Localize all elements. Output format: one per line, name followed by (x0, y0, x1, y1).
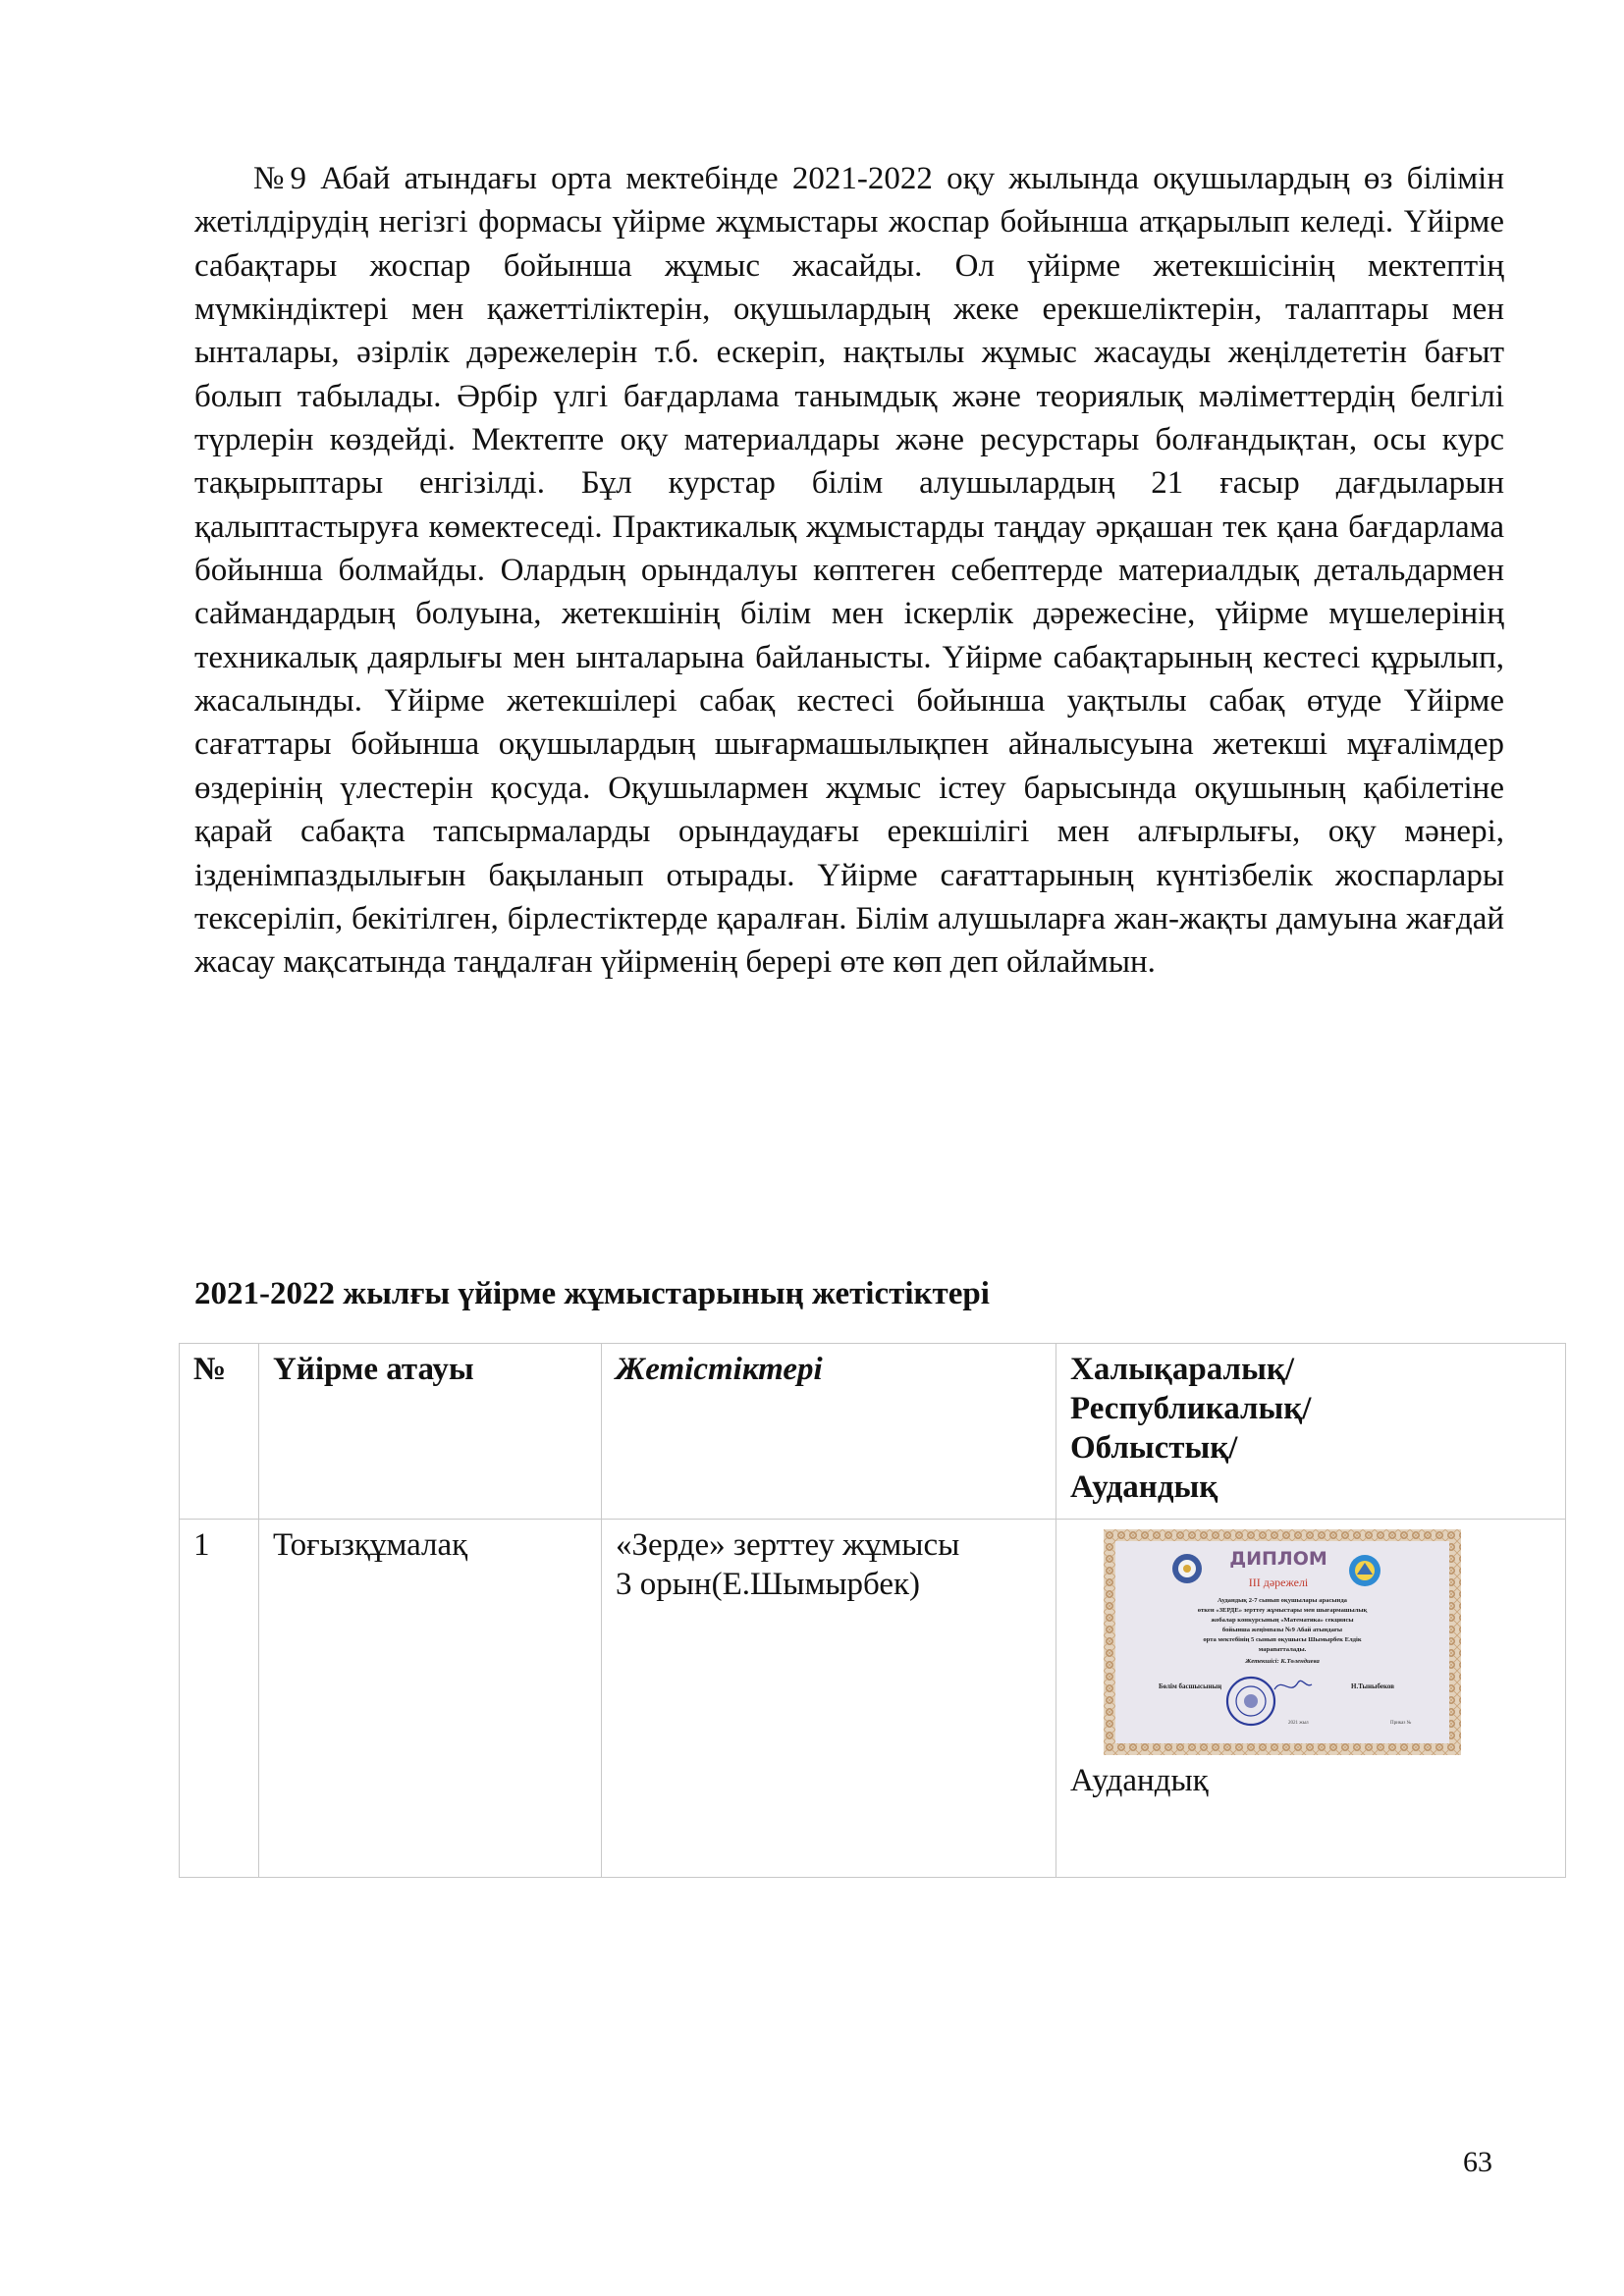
header-achievements-label: Жетістіктері (616, 1352, 823, 1387)
table-row (180, 1520, 1566, 1878)
header-num: № (180, 1344, 259, 1520)
diploma-photo (1104, 1529, 1461, 1755)
diploma-text-line: жобалар конкурсының «Математика» секциясы (1211, 1617, 1354, 1624)
page-number: 63 (1463, 2146, 1492, 2178)
body-paragraph: №9 Абай атындағы орта мектебінде 2021-2022 оқу жылында оқушылардың өз білімін жетілдірудің негізгі формасы үйірме жұмыстары жоспар бойынша атқарылып келеді. Үйірме сабақтары жоспар бойынша жұмыс жасайды. Ол үйірме жетекшісінің мектептің мүмкіндіктері мен қажеттіліктерін, оқушылардың жеке ерекшеліктерін, талаптары мен ынталары, әзірлік дәрежелерін т.б. ескеріп, нақтылы жұмыс жасауды жеңілдететін бағыт болып табылады. Әрбір үлгі бағдарлама танымдық және теориялық мәліметтердің белгілі түрлерін көздейді. Мектепте оқу материалдары және ресурстары болғандықтан, осы курс тақырыптары енгізілді. Бұл курстар білім алушылардың 21 ғасыр дағдыларын қалыптастыруға көмектеседі. Практикалық жұмыстарды таңдау әрқашан тек қана бағдарлама бойынша болмайды. Олардың орындалуы көптеген себептерде материалдық детальдармен саймандардың болуына, жетекшінің білім мен іскерлік дәрежесіне, үйірме мүшелерінің техникалық даярлығы мен ынталарына байланысты. Үйірме сабақтарының кестесі құрылып, жасалынды. Үйірме жетекшілері сабақ кестесі бойынша уақтылы сабақ өтуде Үйірме сағаттары бойынша оқушылардың шығармашылықпен айналысуына жетекші мұғалімдер өздерінің үлестерін қосуда. Оқушылармен жұмыс істеу барысында оқушының қабілетіне қарай сабақта тапсырмаларды орындаудағы ерекшілігі мен алғырлығы, оқу мәнері, ізденімпаздылығын бақыланып отырады. Үйірме сағаттарының күнтізбелік жоспарлары тексеріліп, бекітілген, бірлестіктерде қаралған. Білім алушыларға жан-жақты дамуына жағдай жасау мақсатында таңдалған үйірменің берері өте көп деп ойлаймын. (194, 161, 1504, 981)
cell-num: 1 (180, 1520, 259, 1878)
header-level-line: Облыстық/ (1070, 1430, 1238, 1466)
header-level-line: Халықаралық/ (1070, 1352, 1295, 1387)
diploma-sign-right: Н.Тыныбеков (1351, 1682, 1395, 1690)
header-level (1056, 1344, 1566, 1520)
diploma-title: ДИПЛОМ (1229, 1548, 1327, 1570)
section-title: 2021-2022 жылғы үйірме жұмыстарының жетістіктері (194, 1276, 990, 1311)
diploma-leader: Жетекшісі: К.Төлендиева (1245, 1658, 1320, 1665)
header-club-name: Үйірме атауы (259, 1344, 602, 1520)
achievement-line: «Зерде» зерттеу жұмысы (616, 1527, 960, 1563)
header-level-line: Республикалық/ (1070, 1391, 1312, 1426)
cell-achievement (602, 1520, 1056, 1878)
diploma-image (1104, 1529, 1461, 1755)
diploma-emblem-right (1349, 1555, 1380, 1586)
header-level-line: Аудандық (1070, 1469, 1218, 1505)
diploma-text-line: марапатталады. (1258, 1646, 1307, 1653)
table-header-row (180, 1344, 1566, 1520)
diploma-text-line: орта мектебінің 5 сынып оқушысы Шымырбек Елдік (1203, 1636, 1362, 1643)
diploma-emblem-left (1172, 1554, 1202, 1583)
achievement-line: 3 орын(Е.Шымырбек) (616, 1567, 921, 1602)
cell-club-name: Тоғызқұмалақ (259, 1520, 602, 1878)
diploma-text-line: өткен «ЗЕРДЕ» зерттеу жұмыстары мен шығармашылық (1197, 1607, 1368, 1614)
diploma-text-line: Аудандық 2-7 сынып оқушылары арасында (1218, 1597, 1347, 1604)
diploma-footer-right: Приказ № (1390, 1721, 1412, 1726)
diploma-text-line: бойынша жеңімпазы №9 Абай атындағы (1221, 1627, 1343, 1633)
header-achievements (602, 1344, 1056, 1520)
diploma-degree: ІІІ дәрежелі (1248, 1575, 1309, 1589)
diploma-sign-left: Бөлім басшысының (1159, 1682, 1222, 1690)
achievements-table (179, 1343, 1566, 1878)
cell-level-text: Аудандық (1070, 1763, 1209, 1798)
cell-level (1056, 1520, 1566, 1878)
diploma-footer-left: 2021 жыл (1288, 1721, 1309, 1726)
